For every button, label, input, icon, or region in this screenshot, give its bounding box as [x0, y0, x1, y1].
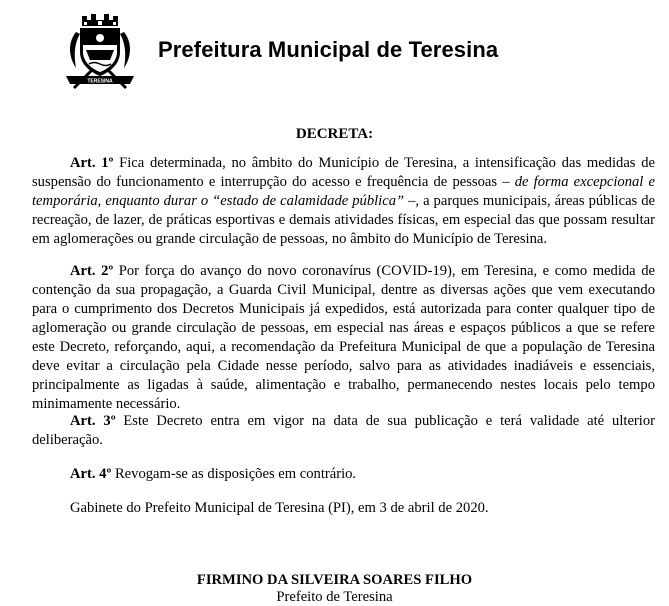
article-3-text: Este Decreto entra em vigor na data de sua publicação e terá validade até ulterior deliberação.	[32, 413, 655, 448]
decree-heading: DECRETA:	[295, 126, 374, 142]
article-3-label: Art. 3º	[70, 413, 116, 429]
article-2	[32, 262, 655, 414]
coat-of-arms-icon	[62, 10, 138, 92]
document-header	[0, 0, 669, 95]
article-1	[32, 154, 655, 249]
crest-banner-text: TERESINA	[87, 78, 113, 85]
article-1-text-a: Fica determinada, no âmbito do Município de Teresina, a intensificação das medidas de suspensão do funcionamento e interrupção do acesso e frequência de pessoas –	[32, 155, 655, 190]
article-4-label: Art. 4º	[70, 466, 112, 482]
header-title: Prefeitura Municipal de Teresina	[158, 37, 499, 62]
signatory-name: FIRMINO DA SILVEIRA SOARES FILHO	[196, 572, 473, 588]
article-1-text-b: –, a parques municipais, áreas públicas de recreação, de lazer, de práticas esportivas e demais atividades físicas, em especial das que possam resultar em aglomerações ou grande circulação de pessoas, no âmbito do Município de Teresina.	[32, 193, 655, 247]
closing-line: Gabinete do Prefeito Municipal de Teresina (PI), em 3 de abril de 2020.	[70, 500, 489, 516]
article-4	[32, 465, 655, 484]
crown-shape	[82, 14, 118, 26]
signature-block	[0, 572, 669, 606]
article-1-text-italic: de forma excepcional e temporária, enquanto durar o “estado de calamidade pública”	[32, 174, 656, 209]
article-1-label: Art. 1º	[70, 155, 114, 171]
article-2-label: Art. 2º	[70, 263, 114, 279]
article-4-text: Revogam-se as disposições em contrário.	[111, 466, 357, 482]
article-3	[32, 412, 655, 450]
article-2-text: Por força do avanço do novo coronavírus (COVID-19), em Teresina, e como medida de contenção da sua propagação, a Guarda Civil Municipal, dentre as diversas ações que vem executando para o cumprimento dos Decretos Municipais já expedidos, está autorizada para conter qualquer tipo de aglomeração ou grande circulação de pessoas, em especial nas áreas e espaços públicos a que se refere este Decreto, reforçando, aqui, a recomendação da Prefeitura Municipal de que a população de Teresina deve evitar a circulação pela Cidade nesse período, salvo para as atividades inadiáveis e essenciais, principalmente as ligadas à saúde, alimentação e trabalho, permanecendo nestes locais pelo tempo minimamente necessário.	[32, 263, 655, 412]
signatory-role: Prefeito de Teresina	[276, 589, 393, 605]
